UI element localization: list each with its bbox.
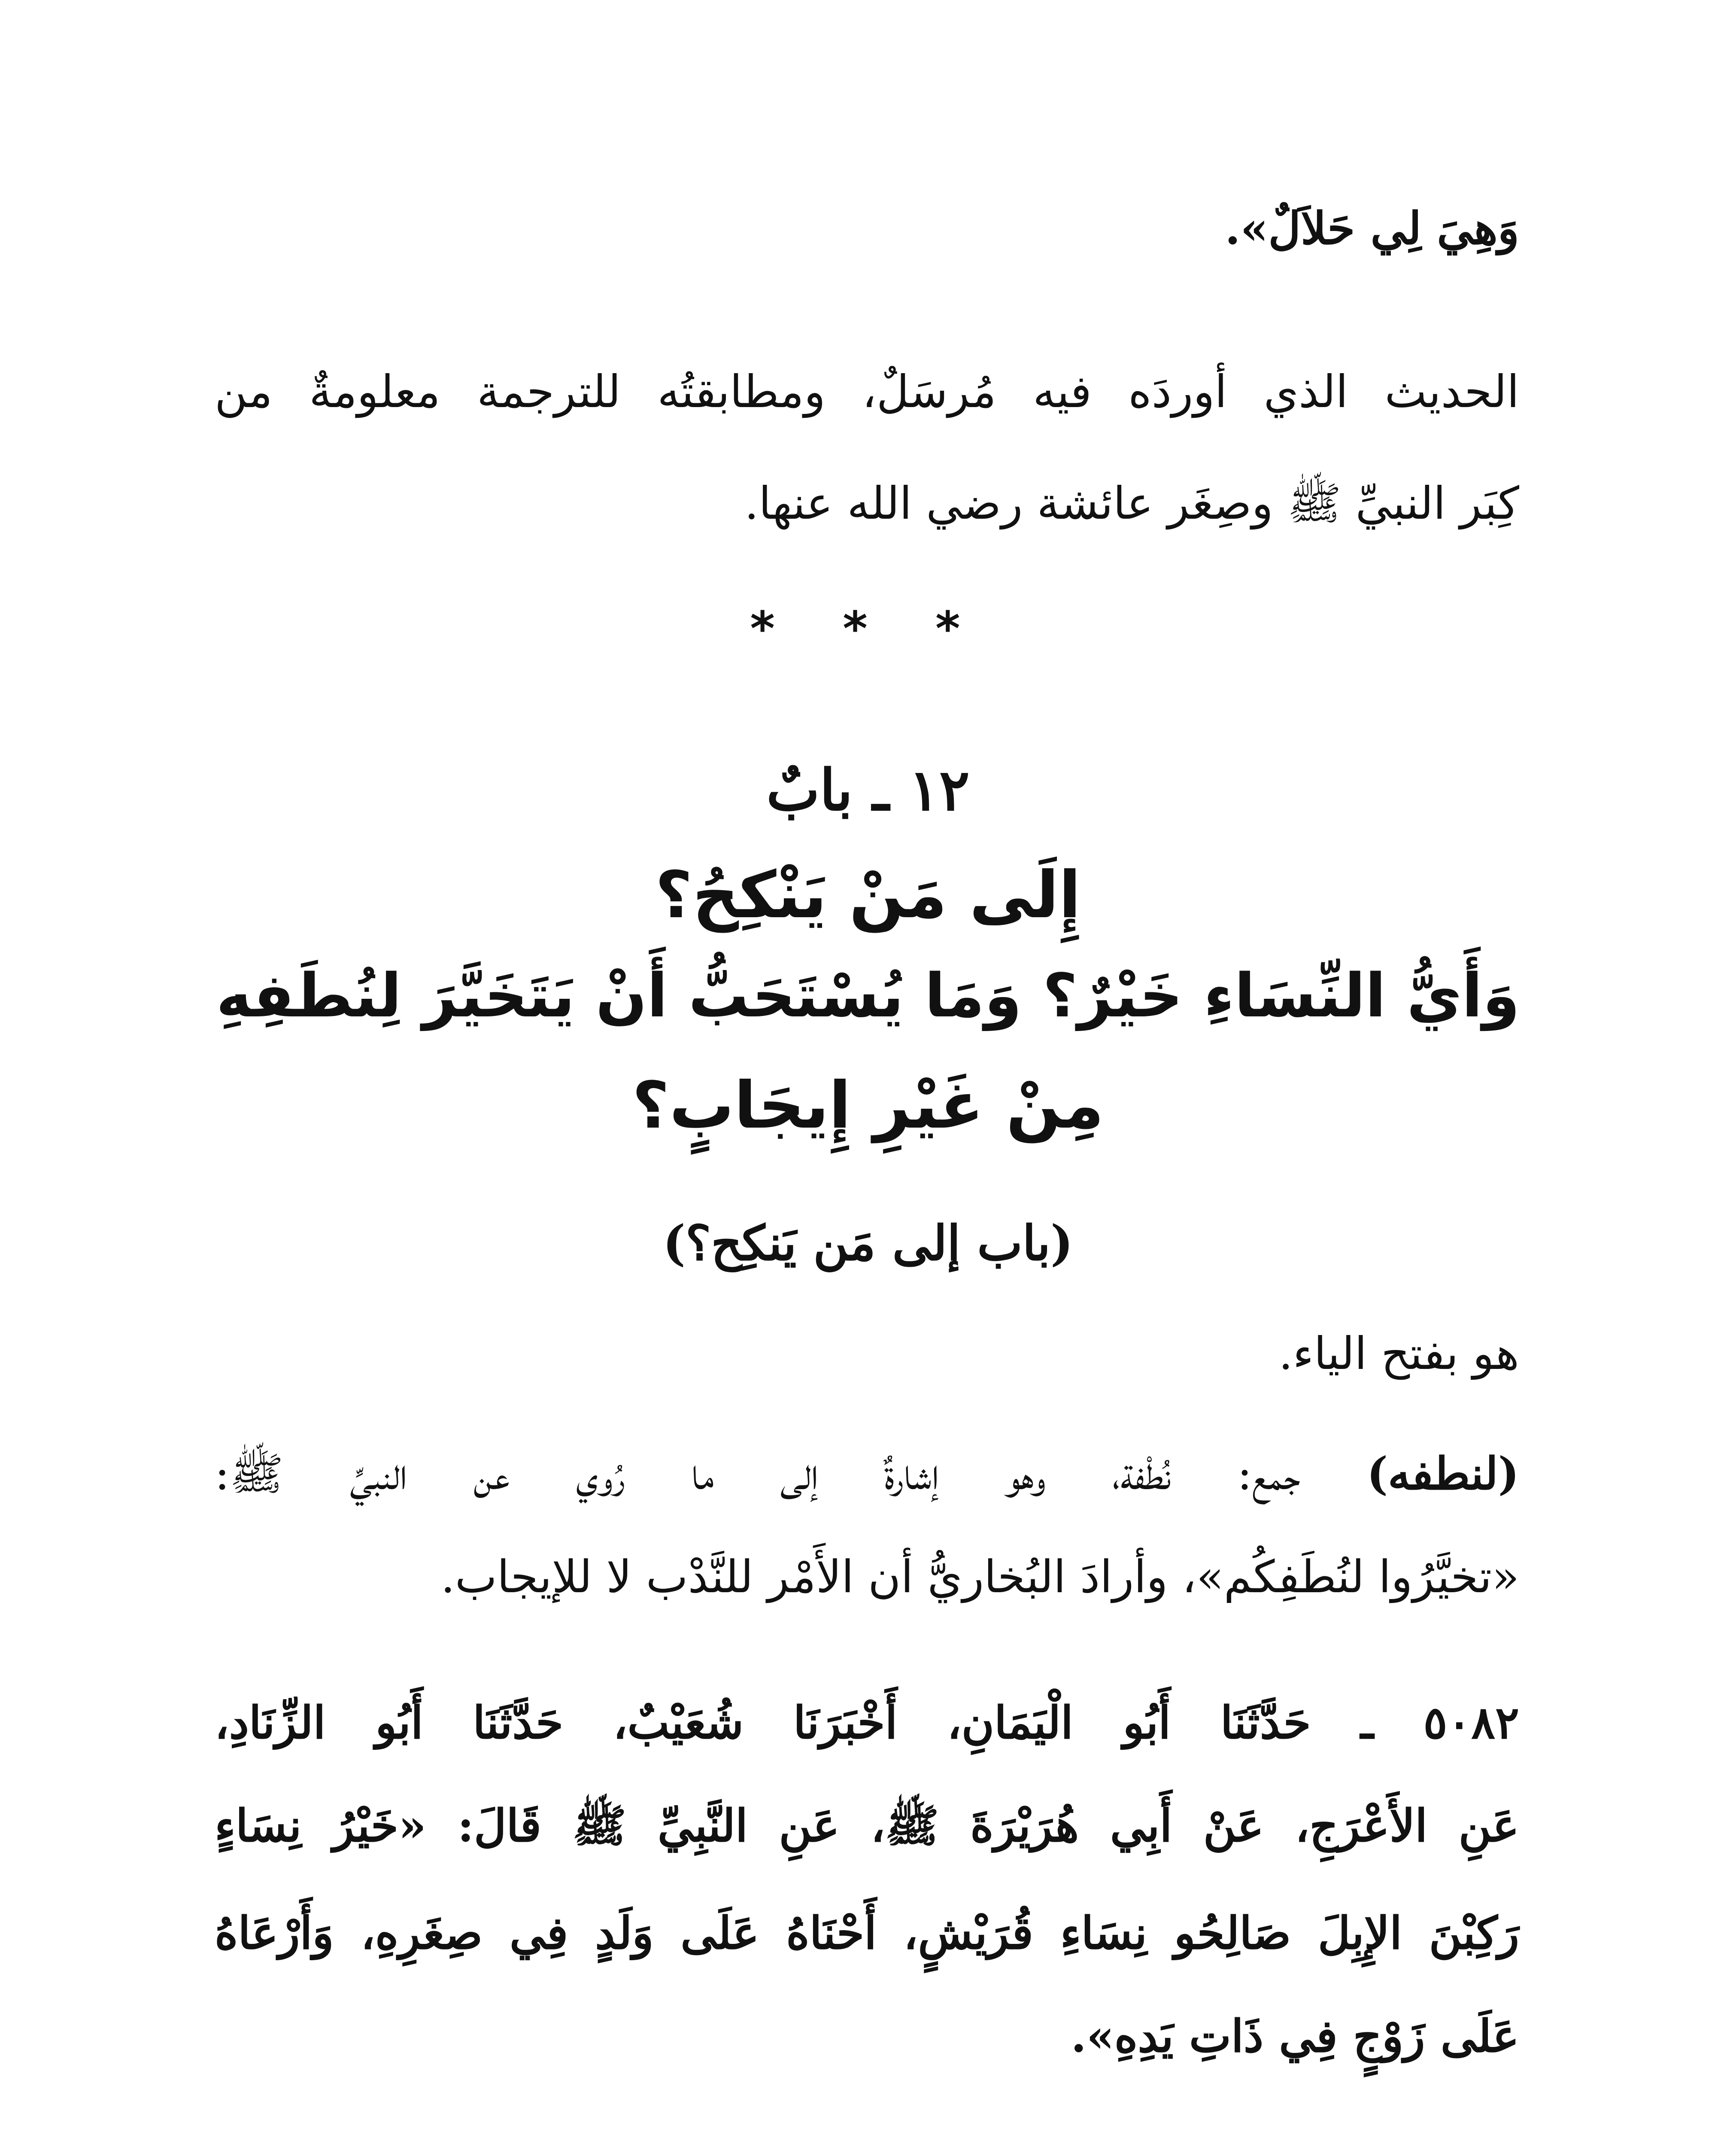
- note-2-line-1: [215, 1447, 1519, 1500]
- hadith-line-2: عَنِ الأَعْرَجِ، عَنْ أَبِي هُرَيْرَةَ ﷺ، عَنِ النَّبِيِّ ﷺ قَالَ: «خَيْرُ نِسَاءٍ: [215, 1799, 1519, 1852]
- chapter-title-line-2: وَأَيُّ النِّسَاءِ خَيْرٌ؟ وَمَا يُسْتَحَبُّ أَنْ يَتَخَيَّرَ لِنُطَفِهِ: [216, 961, 1520, 1031]
- note-2-term: (لنطفه): [1366, 1447, 1519, 1500]
- commentary-line-2: كِبَر النبيِّ ﷺ وصِغَر عائشة رضي الله عنها.: [744, 477, 1519, 529]
- hadith-line-4: عَلَى زَوْجٍ فِي ذَاتِ يَدِهِ».: [1071, 2010, 1519, 2062]
- note-2-text: جمع: نُطْفة، وهو إشارةٌ إلى ما رُوي عن النبيِّ ﷺ:: [215, 1448, 1301, 1500]
- hadith-ending-line: وَهِيَ لِي حَلاَلٌ».: [1225, 202, 1519, 255]
- note-2-line-2: «تخيَّرُوا لنُطَفِكُم»، وأرادَ البُخاريُّ أن الأَمْر للنَّدْب لا للإيجاب.: [440, 1551, 1519, 1603]
- hadith-line-1: ٥٠٨٢ ـ حَدَّثَنَا أَبُو الْيَمَانِ، أَخْبَرَنَا شُعَيْبٌ، حَدَّثَنَا أَبُو الزِّنَادِ،: [215, 1696, 1519, 1749]
- chapter-title-line-1: إِلَى مَنْ يَنْكِحُ؟: [655, 858, 1081, 933]
- commentary-line-1: الحديث الذي أوردَه فيه مُرسَلٌ، ومطابقتُه للترجمة معلومةٌ من: [215, 365, 1519, 418]
- chapter-subtitle: (باب إلى مَن يَنكِح؟): [662, 1215, 1074, 1271]
- note-line: هو بفتح الياء.: [1278, 1327, 1519, 1380]
- hadith-line-3: رَكِبْنَ الإِبِلَ صَالِحُو نِسَاءِ قُرَيْشٍ، أَحْنَاهُ عَلَى وَلَدٍ فِي صِغَرِهِ، وَأَرْعَاهُ: [215, 1907, 1519, 1959]
- chapter-number: ١٢ ـ بابٌ: [766, 757, 970, 824]
- chapter-title-line-3: مِنْ غَيْرِ إِيجَابٍ؟: [632, 1068, 1104, 1143]
- section-separator: * * *: [750, 601, 986, 656]
